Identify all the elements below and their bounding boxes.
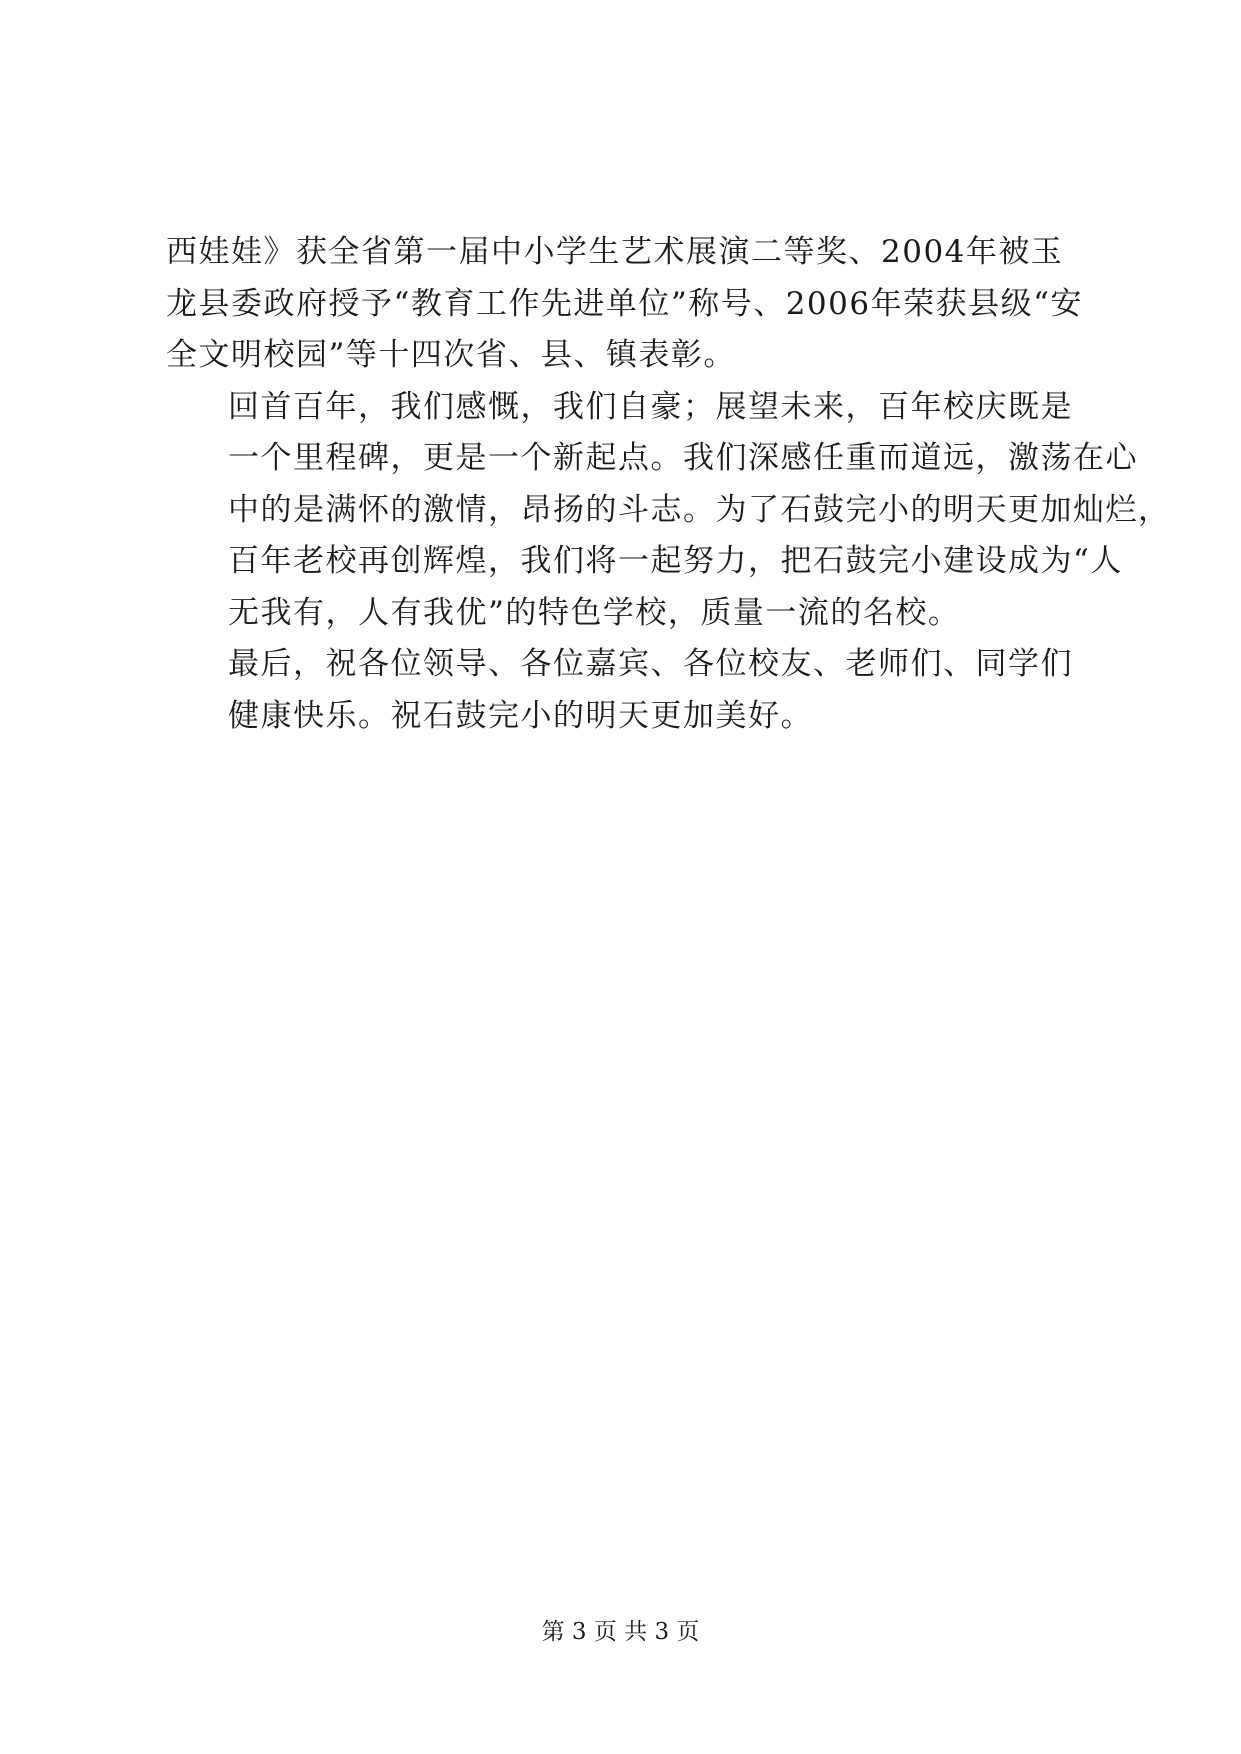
page-number-footer: 第 3 页 共 3 页 <box>541 1619 700 1645</box>
text-line: 最后，祝各位领导、各位嘉宾、各位校友、老师们、同学们 <box>228 646 1073 682</box>
paragraph-outlook <box>166 382 1171 640</box>
text-line: 健康快乐。祝石鼓完小的明天更加美好。 <box>228 697 813 734</box>
text-line: 一个里程碑，更是一个新起点。我们深感任重而道远，激荡在心 <box>228 440 1138 476</box>
paragraph-closing <box>166 639 1076 742</box>
text-line: 百年老校再创辉煌，我们将一起努力，把石鼓完小建设成为“人 <box>228 543 1123 579</box>
text-line: 龙县委政府授予“教育工作先进单位”称号、2006年荣获县级“安 <box>166 285 1083 322</box>
text-line: 中的是满怀的激情，昂扬的斗志。为了石鼓完小的明天更加灿烂， <box>228 491 1171 528</box>
text-line: 西娃娃》获全省第一届中小学生艺术展演二等奖、2004年被玉 <box>166 234 1064 270</box>
text-line: 回首百年，我们感慨，我们自豪；展望未来，百年校庆既是 <box>228 388 1073 425</box>
paragraph-awards <box>166 227 1083 382</box>
document-body <box>166 227 1171 742</box>
text-line: 全文明校园”等十四次省、县、镇表彰。 <box>166 337 736 373</box>
text-line: 无我有，人有我优”的特色学校，质量一流的名校。 <box>228 594 961 631</box>
